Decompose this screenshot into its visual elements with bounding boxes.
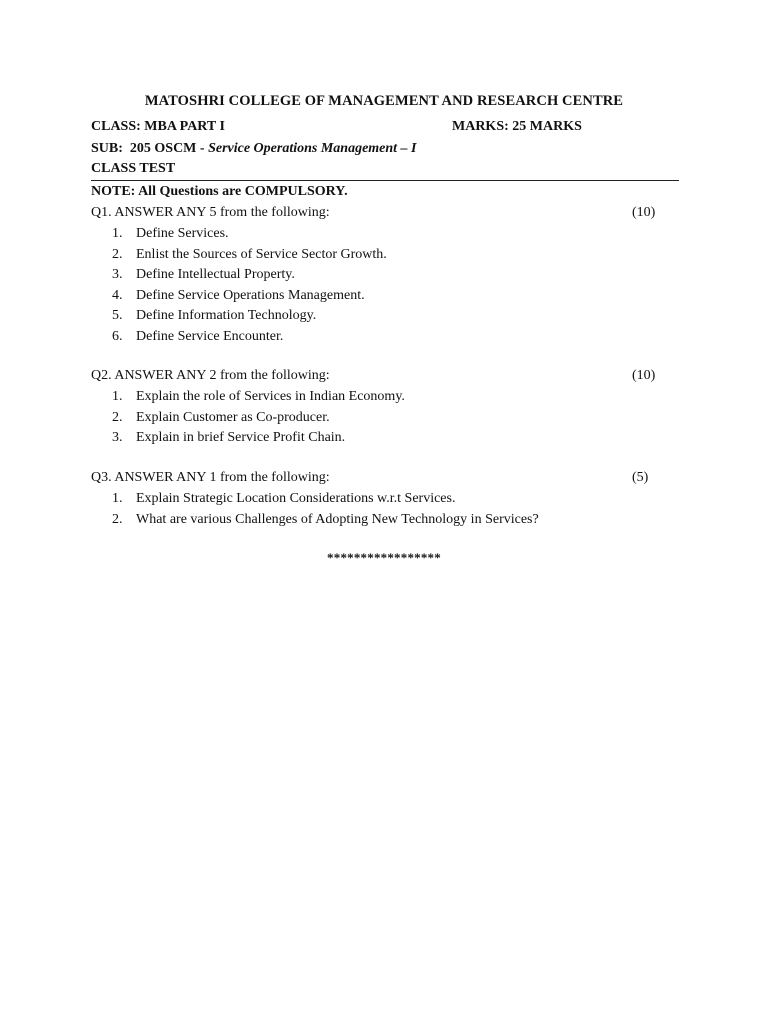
- item-number: 3.: [112, 430, 123, 445]
- item-number: 5.: [112, 308, 123, 323]
- item-number: 1.: [112, 491, 123, 506]
- item-number: 6.: [112, 328, 123, 344]
- item-text: Define Information Technology.: [136, 308, 317, 323]
- question-1-list: [112, 224, 387, 347]
- item-number: 4.: [112, 287, 123, 303]
- item-text: Define Service Encounter.: [136, 328, 284, 344]
- test-type: CLASS TEST: [91, 161, 176, 176]
- question-3-text: Q3. ANSWER ANY 1 from the following:: [91, 470, 330, 485]
- question-1-marks: (10): [632, 205, 656, 220]
- question-3-marks: (5): [632, 470, 649, 485]
- question-1-text: Q1. ANSWER ANY 5 from the following:: [91, 205, 330, 220]
- list-item: [112, 306, 387, 327]
- question-2-marks: (10): [632, 368, 656, 383]
- note-text: NOTE: All Questions are COMPULSORY.: [91, 184, 348, 199]
- subject-title: Service Operations Management – I: [208, 141, 417, 156]
- item-text: What are various Challenges of Adopting New Technology in Services?: [136, 511, 539, 527]
- list-item: [112, 408, 405, 429]
- item-text: Enlist the Sources of Service Sector Growth.: [136, 246, 387, 262]
- list-item: [112, 265, 387, 286]
- marks-label: MARKS: 25 MARKS: [452, 119, 582, 134]
- item-number: 2.: [112, 511, 123, 527]
- item-text: Explain Customer as Co-producer.: [136, 409, 330, 425]
- list-item: [112, 510, 539, 531]
- item-text: Define Intellectual Property.: [136, 267, 295, 282]
- question-2-text: Q2. ANSWER ANY 2 from the following:: [91, 368, 330, 383]
- list-item: [112, 327, 387, 348]
- item-number: 1.: [112, 226, 123, 241]
- end-of-paper-stars: *****************: [327, 550, 441, 565]
- item-number: 2.: [112, 409, 123, 425]
- item-text: Explain the role of Services in Indian Economy.: [136, 389, 405, 404]
- subject-line: [91, 141, 417, 157]
- item-text: Explain in brief Service Profit Chain.: [136, 430, 346, 445]
- item-number: 1.: [112, 389, 123, 404]
- college-name: MATOSHRI COLLEGE OF MANAGEMENT AND RESEARCH CENTRE: [144, 93, 624, 109]
- class-label: CLASS: MBA PART I: [91, 119, 225, 134]
- subject-prefix: SUB: 205 OSCM -: [91, 141, 209, 156]
- header-divider: [91, 180, 679, 181]
- item-number: 2.: [112, 246, 123, 262]
- list-item: [112, 489, 539, 510]
- list-item: [112, 224, 387, 245]
- item-text: Explain Strategic Location Considerations w.r.t Services.: [136, 491, 456, 506]
- list-item: [112, 286, 387, 307]
- question-2-list: [112, 387, 405, 449]
- list-item: [112, 428, 405, 449]
- item-text: Define Service Operations Management.: [136, 287, 365, 303]
- item-number: 3.: [112, 267, 123, 282]
- question-3-list: [112, 489, 539, 530]
- list-item: [112, 387, 405, 408]
- item-text: Define Services.: [136, 226, 229, 241]
- list-item: [112, 245, 387, 266]
